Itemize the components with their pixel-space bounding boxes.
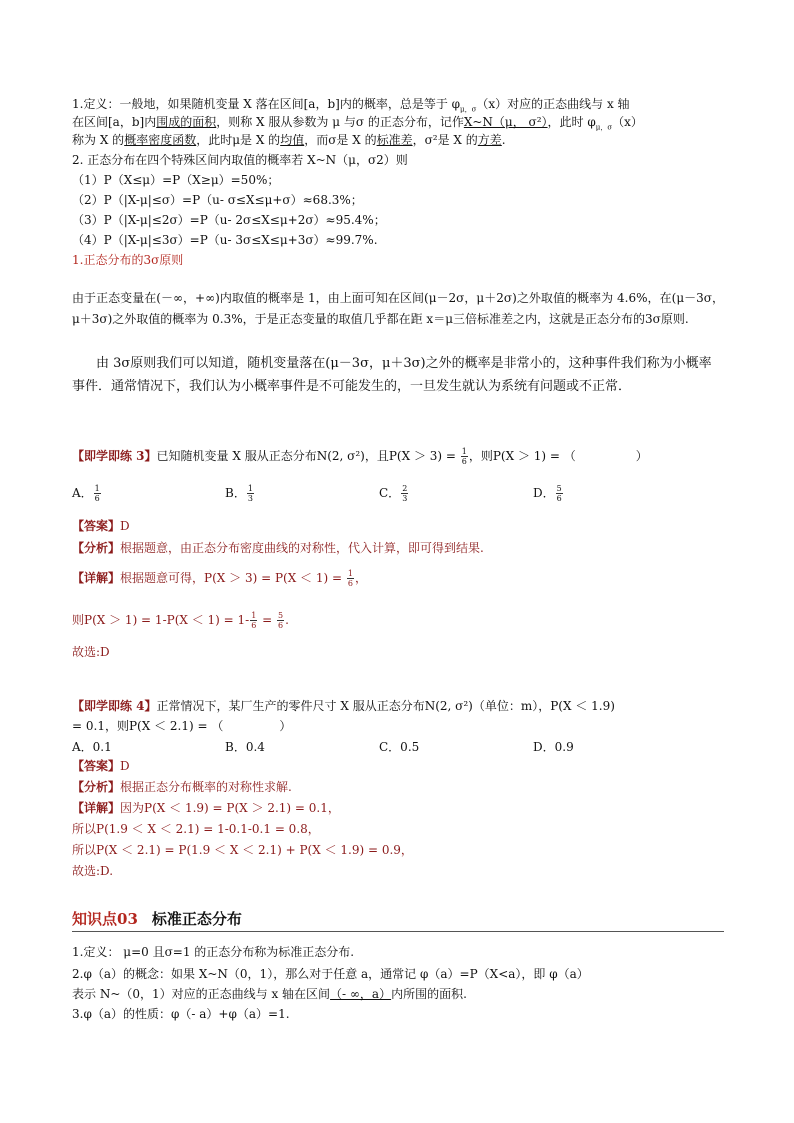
exercise-4-detail-3: 所以P(X ＜ 2.1) = P(1.9 ＜ X ＜ 2.1) + P(X ＜ 1.9) = 0.9， [72,843,413,857]
exercise-4-option-d: D．0.9 [533,740,574,754]
exercise-3-option-b: B． $\frac{1}{3}$ [225,484,253,503]
exercise-4-option-a: A．0.1 [72,740,112,754]
exercise-4-selection: 故选:D. [72,864,114,878]
three-sigma-paragraph-1: 由于正态变量在(－∞，+∞)内取值的概率是 1，由上面可知在区间(μ－2σ，μ＋2σ)之外取值的概率为 4.6%，在(μ－3σ，μ＋3σ)之外取值的概率为 0.3%，于是正态变量的取值几乎都在距 x＝μ三倍标准差之内，这就是正态分布的3σ原则. [72,291,724,326]
fraction: $\frac{1}{6}$ [461,447,467,466]
exercise-3-option-d: D． $\frac{5}{6}$ [533,484,562,503]
interval-item-4: （4）P（|X-μ|≤3σ）=P（u- 3σ≤X≤μ+3σ）≈99.7%. [72,233,378,247]
exercise-4-question: 【即学即练 4】正常情况下，某厂生产的零件尺寸 X 服从正态分布N(2, σ²)（单位：m），P(X ＜ 1.9) [72,699,615,713]
interval-item-1: （1）P（X≤μ）=P（X≥μ）=50%； [72,173,280,187]
exercise-4-option-b: B．0.4 [225,740,265,754]
exercise-3-tag: 【即学即练 3】 [72,449,157,463]
exercise-4-analysis: 【分析】根据正态分布概率的对称性求解. [72,780,292,794]
exercise-4-detail-2: 所以P(1.9 ＜ X ＜ 2.1) = 1-0.1-0.1 = 0.8， [72,822,320,836]
section-number: 03 [117,910,138,928]
interval-probability-title: 2. 正态分布在四个特殊区间内取值的概率若 X~N（μ，σ2）则 [72,153,408,167]
exercise-3-selection: 故选:D [72,645,110,659]
interval-item-3: （3）P（|X-μ|≤2σ）=P（u- 2σ≤X≤μ+2σ）≈95.4%； [72,213,386,227]
phi-concept-2: 表示 N~（0，1）对应的正态曲线与 x 轴在区间（- ∞，a）内所围的面积. [72,987,467,1001]
exercise-4-option-c: C．0.5 [379,740,420,754]
three-sigma-title: 1.正态分布的3σ原则 [72,253,184,267]
exercise-4-detail: 【详解】因为P(X ＜ 1.9) = P(X ＞ 2.1) = 0.1， [72,801,340,815]
standard-normal-definition: 1.定义： μ=0 且σ=1 的正态分布称为标准正态分布. [72,945,355,959]
exercise-3-detail-2: 则P(X ＞ 1) = 1-P(X ＜ 1) = 1- $\frac{1}{6}$ = $\frac{5}{6}$ . [72,611,289,630]
section-heading [72,908,724,932]
three-sigma-paragraph-2: 由 3σ原则我们可以知道，随机变量落在(μ－3σ，μ＋3σ)之外的概率是非常小的，这种事件我们称为小概率事件．通常情况下，我们认为小概率事件是不可能发生的，一旦发生就认为系统有问题或不正常． [72,356,712,394]
section-title: 标准正态分布 [151,910,242,928]
exercise-4-answer: 【答案】D [72,759,130,773]
exercise-3-option-c: C． $\frac{2}{3}$ [379,484,408,503]
exercise-4-tag: 【即学即练 4】 [72,699,157,713]
phi-property: 3.φ（a）的性质：φ（- a）+φ（a）=1. [72,1007,290,1021]
exercise-3-detail: 【详解】根据题意可得，P(X ＞ 3) = P(X ＜ 1) = $\frac{1}{6}$ ， [72,569,367,588]
phi-concept: 2.φ（a）的概念：如果 X~N（0，1），那么对于任意 a，通常记 φ（a）=P（X<a），即 φ（a） [72,967,589,981]
definition-line-2: 在区间[a，b]内围成的面积，则称 X 服从参数为 μ 与σ 的正态分布，记作X~N（μ， σ²），此时 $\varphi_{\mu,\sigma}(x)$ [72,115,643,132]
exercise-3-answer: 【答案】D [72,519,130,533]
definition-line-3: 称为 X 的概率密度函数，此时μ是 X 的均值，而σ是 X 的标准差，σ²是 X 的方差. [72,133,506,147]
exercise-3-question: 【即学即练 3】已知随机变量 X 服从正态分布N(2, σ²)，且P(X ＞ 3) = $\frac{1}{6}$ ，则P(X ＞ 1) = （ ） [72,447,648,466]
interval-item-2: （2）P（|X-μ|≤σ）=P（u- σ≤X≤μ+σ）≈68.3%； [72,193,363,207]
exercise-3-option-a: A． $\frac{1}{6}$ [72,484,100,503]
exercise-4-question-2: = 0.1，则P(X ＜ 2.1) = （ ） [72,719,292,733]
section-prefix: 知识点 [72,910,118,928]
exercise-3-analysis: 【分析】根据题意，由正态分布密度曲线的对称性，代入计算，即可得到结果. [72,541,484,555]
definition-line-1: 1.定义：一般地，如果随机变量 X 落在区间[a，b]内的概率，总是等于 $\varphi_{\mu,\sigma}(x)$对应的正态曲线与 x 轴 [72,97,630,114]
